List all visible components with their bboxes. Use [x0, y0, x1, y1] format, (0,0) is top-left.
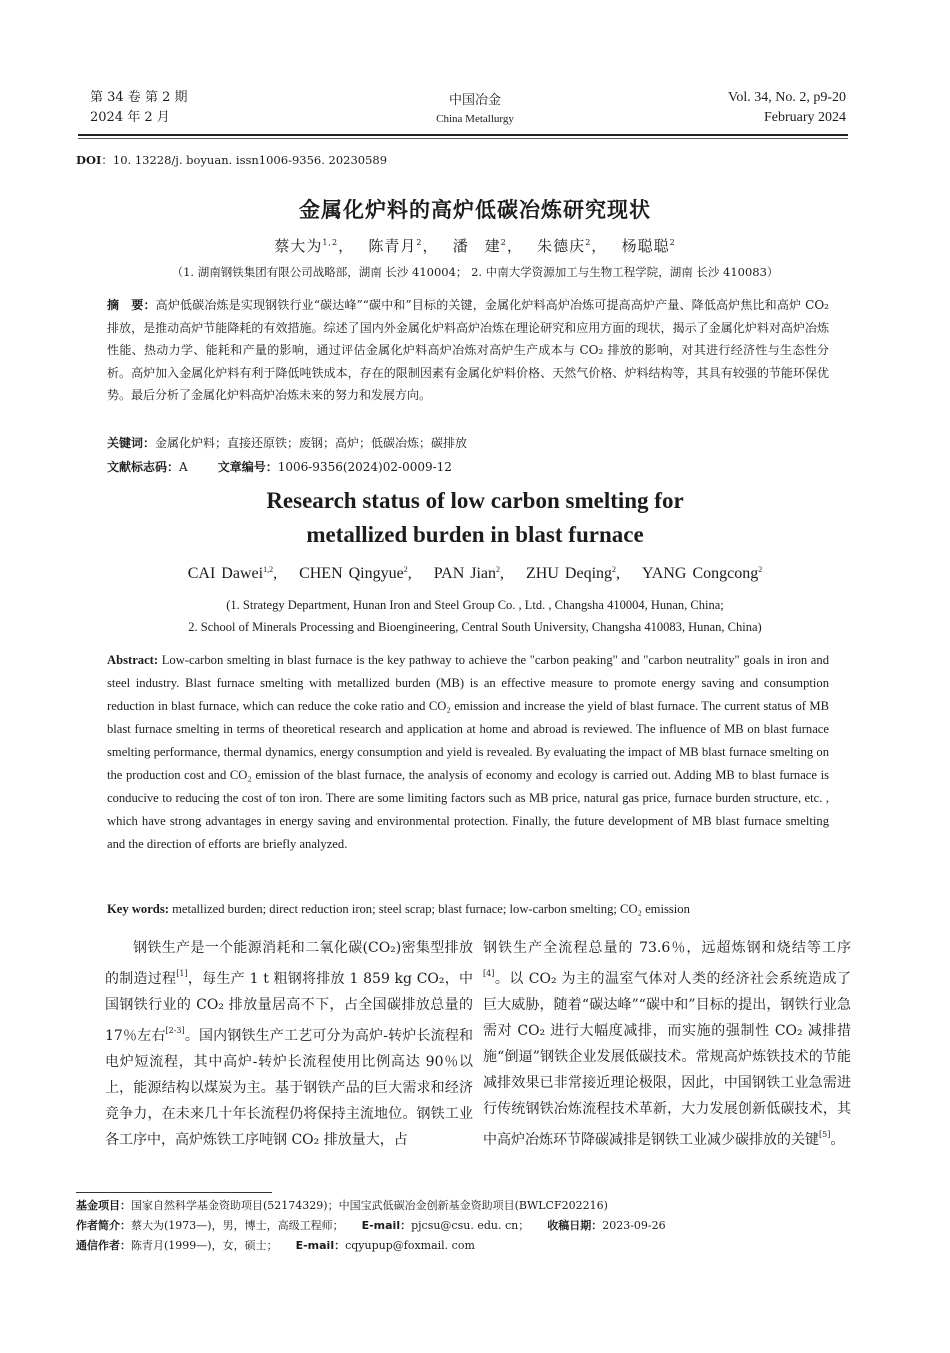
- affiliations-en: [0, 594, 950, 638]
- authors-cn: [0, 235, 950, 256]
- abstract-cn: [107, 294, 829, 407]
- footnote-corresponding: 通信作者：陈青月(1999—)，女，硕士； E-mail：cqyupup@foxmail. com: [76, 1239, 475, 1252]
- citation-ref[interactable]: [2-3]: [165, 1026, 185, 1035]
- title-cn: 金属化炉料的高炉低碳冶炼研究现状: [299, 198, 651, 222]
- abstract-en-text: Low-carbon smelting in blast furnace is the key pathway to achieve the "carbon peaking" and "carbon neutrality" goals in iron and steel industry. Blast furnace smelting with metallized burden (MB) is an effective measure to promote energy saving and consumption reduction in blast furnace, which can reduce the coke ratio and CO₂ emission and increase the yield of blast furnace. The current status of MB blast furnace smelting in terms of theoretical research and application at home and abroad is reviewed. The influence of MB on blast furnace smelting performance, thermal dynamics, energy consumption and yield is revealed. By evaluating the impact of MB blast furnace smelting on the production cost and CO₂ emission of the blast furnace, the analysis of economy and ecology is carried out. Adding MB to blast furnace is conducive to reducing the cost of ton iron. There are some limiting factors such as MB price, natural gas price, furnace burden structure, etc. , which have strong advantages in energy saving and environmental protection. Finally, the future development of MB blast furnace smelting and the direction of efforts are briefly analyzed.: [107, 653, 829, 851]
- keywords-en-label: Key words:: [107, 902, 169, 916]
- abstract-en-label: Abstract:: [107, 653, 159, 667]
- keywords-cn: [107, 434, 467, 451]
- header-volume-issue: 第 34 卷 第 2 期: [90, 90, 188, 105]
- author-en: ZHU Deqing$^2$,: [526, 565, 621, 582]
- citation-ref[interactable]: [5]: [819, 1130, 831, 1139]
- article-meta-cn: [107, 458, 452, 475]
- header-rule: [78, 134, 848, 136]
- author-cn: 杨聪聪$^2$: [621, 237, 676, 255]
- keywords-cn-text: 金属化炉料；直接还原铁；废钢；高炉；低碳冶炼；碳排放: [155, 436, 468, 450]
- doi-label: DOI: [76, 153, 102, 167]
- affiliations-cn: （1. 湖南钢铁集团有限公司战略部，湖南 长沙 410004； 2. 中南大学资源加工与生物工程学院，湖南 长沙 410083）: [171, 265, 779, 279]
- doi-value: ：10. 13228/j. boyuan. issn1006-9356. 20230589: [101, 153, 388, 167]
- author-en: PAN Jian$^2$,: [433, 565, 505, 582]
- body-column-left: 钢铁生产是一个能源消耗和二氧化碳(CO₂)密集型排放的制造过程[1]，每生产 1 t 粗钢将排放 1 859 kg CO₂，中国钢铁行业的 CO₂ 排放量居高不下，占全国碳排放总量的 17％左右[2-3]。国内钢铁生产工艺可分为高炉-转炉长流程和电炉短流程，其中高炉-转炉长流程使用比例高达 90％以上，能源结构以煤炭为主。基于钢铁产品的巨大需求和经济竞争力，在未来几十年长流程仍将保持主流地位。钢铁工业各工序中，高炉炼铁工序吨钢 CO₂ 排放量大，占: [105, 940, 474, 1148]
- affiliation-en-2: 2. School of Minerals Processing and Bioengineering, Central South University, Changsha 410083, Hunan, China): [188, 620, 762, 634]
- title-en: [0, 484, 950, 552]
- header-date-en: February 2024: [763, 110, 846, 125]
- author-cn: 潘 建$^2$，: [452, 237, 516, 255]
- keywords-cn-label: 关键词：: [107, 436, 156, 450]
- author-en: CHEN Qingyue$^2$,: [299, 565, 412, 582]
- header-date-cn: 2024 年 2 月: [90, 110, 170, 125]
- author-cn: 陈青月$^2$，: [368, 237, 431, 255]
- doc-code-value: A: [179, 460, 188, 474]
- author-en: YANG Congcong$^2$: [642, 565, 763, 582]
- header-rule-thin: [78, 138, 848, 139]
- footnote-fund: 基金项目：国家自然科学基金资助项目(52174329)；中国宝武低碳冶金创新基金资助项目(BWLCF202216): [76, 1199, 608, 1212]
- title-en-line1: Research status of low carbon smelting for: [266, 488, 684, 513]
- footnote-author: 作者简介：蔡大为(1973—)，男，博士，高级工程师； E-mail：pjcsu@csu. edu. cn； 收稿日期：2023-09-26: [76, 1219, 666, 1232]
- article-no-value: 1006-9356(2024)02-0009-12: [277, 460, 452, 474]
- header-vol-pages: Vol. 34, No. 2, p9-20: [728, 90, 846, 105]
- journal-name-cn: 中国冶金: [448, 93, 501, 108]
- footnote-rule: [76, 1192, 272, 1193]
- footnotes: [76, 1196, 666, 1256]
- keywords-en: [107, 902, 829, 917]
- author-email[interactable]: pjcsu@csu. edu. cn；: [411, 1219, 530, 1232]
- author-cn: 朱德庆$^2$，: [537, 237, 600, 255]
- doc-code-label: 文献标志码：: [107, 460, 180, 474]
- doi-line: [76, 152, 387, 168]
- title-en-line2: metallized burden in blast furnace: [306, 522, 644, 547]
- corresponding-email[interactable]: cqyupup@foxmail. com: [345, 1239, 475, 1252]
- author-cn: 蔡大为$^{1,2}$，: [274, 237, 347, 255]
- header-citation: [728, 88, 846, 128]
- abstract-cn-text: 高炉低碳冶炼是实现钢铁行业“碳达峰”“碳中和”目标的关键，金属化炉料高炉冶炼可提高高炉产量、降低高炉焦比和高炉 CO₂ 排放，是推动高炉节能降耗的有效措施。综述了国内外金属化炉料高炉冶炼在理论研究和应用方面的现状，揭示了金属化炉料对高炉冶炼性能、热动力学、能耗和产量的影响，通过评估金属化炉料高炉冶炼对高炉生产成本与 CO₂ 排放的影响，对其进行经济性与生态性分析。高炉加入金属化炉料有利于降低吨铁成本，存在的限制因素有金属化炉料价格、天然气价格、炉料结构等，其具有较强的节能环保优势。最后分析了金属化炉料高炉冶炼未来的努力和发展方向。: [107, 298, 829, 403]
- authors-en: [0, 565, 950, 583]
- journal-name-en: China Metallurgy: [436, 113, 514, 125]
- citation-ref[interactable]: [4]: [483, 969, 495, 978]
- abstract-en: [107, 649, 829, 856]
- abstract-cn-label: 摘 要：: [107, 298, 156, 312]
- body-column-right: 钢铁生产全流程总量的 73.6％，远超炼钢和烧结等工序[4]。以 CO₂ 为主的温室气体对人类的经济社会系统造成了巨大威胁，随着“碳达峰”“碳中和”目标的提出，钢铁行业急需对 CO₂ 进行大幅度减排，而实施的强制性 CO₂ 减排措施“倒逼”钢铁企业发展低碳技术。常规高炉炼铁技术的节能减排效果已非常接近理论极限，因此，中国钢铁工业急需进行传统钢铁冶炼流程技术革新，大力发展创新低碳技术，其中高炉冶炼环节降碳减排是钢铁工业减少碳排放的关键[5]。: [483, 940, 851, 1148]
- citation-ref[interactable]: [1]: [176, 969, 188, 978]
- affiliation-en-1: (1. Strategy Department, Hunan Iron and Steel Group Co. , Ltd. , Changsha 410004, Hunan, China;: [226, 598, 724, 612]
- author-en: CAI Dawei$^{1,2}$,: [187, 565, 278, 582]
- keywords-en-text: metallized burden; direct reduction iron; steel scrap; blast furnace; low-carbon smelting; CO₂ emission: [172, 902, 690, 916]
- article-no-label: 文章编号：: [217, 460, 278, 474]
